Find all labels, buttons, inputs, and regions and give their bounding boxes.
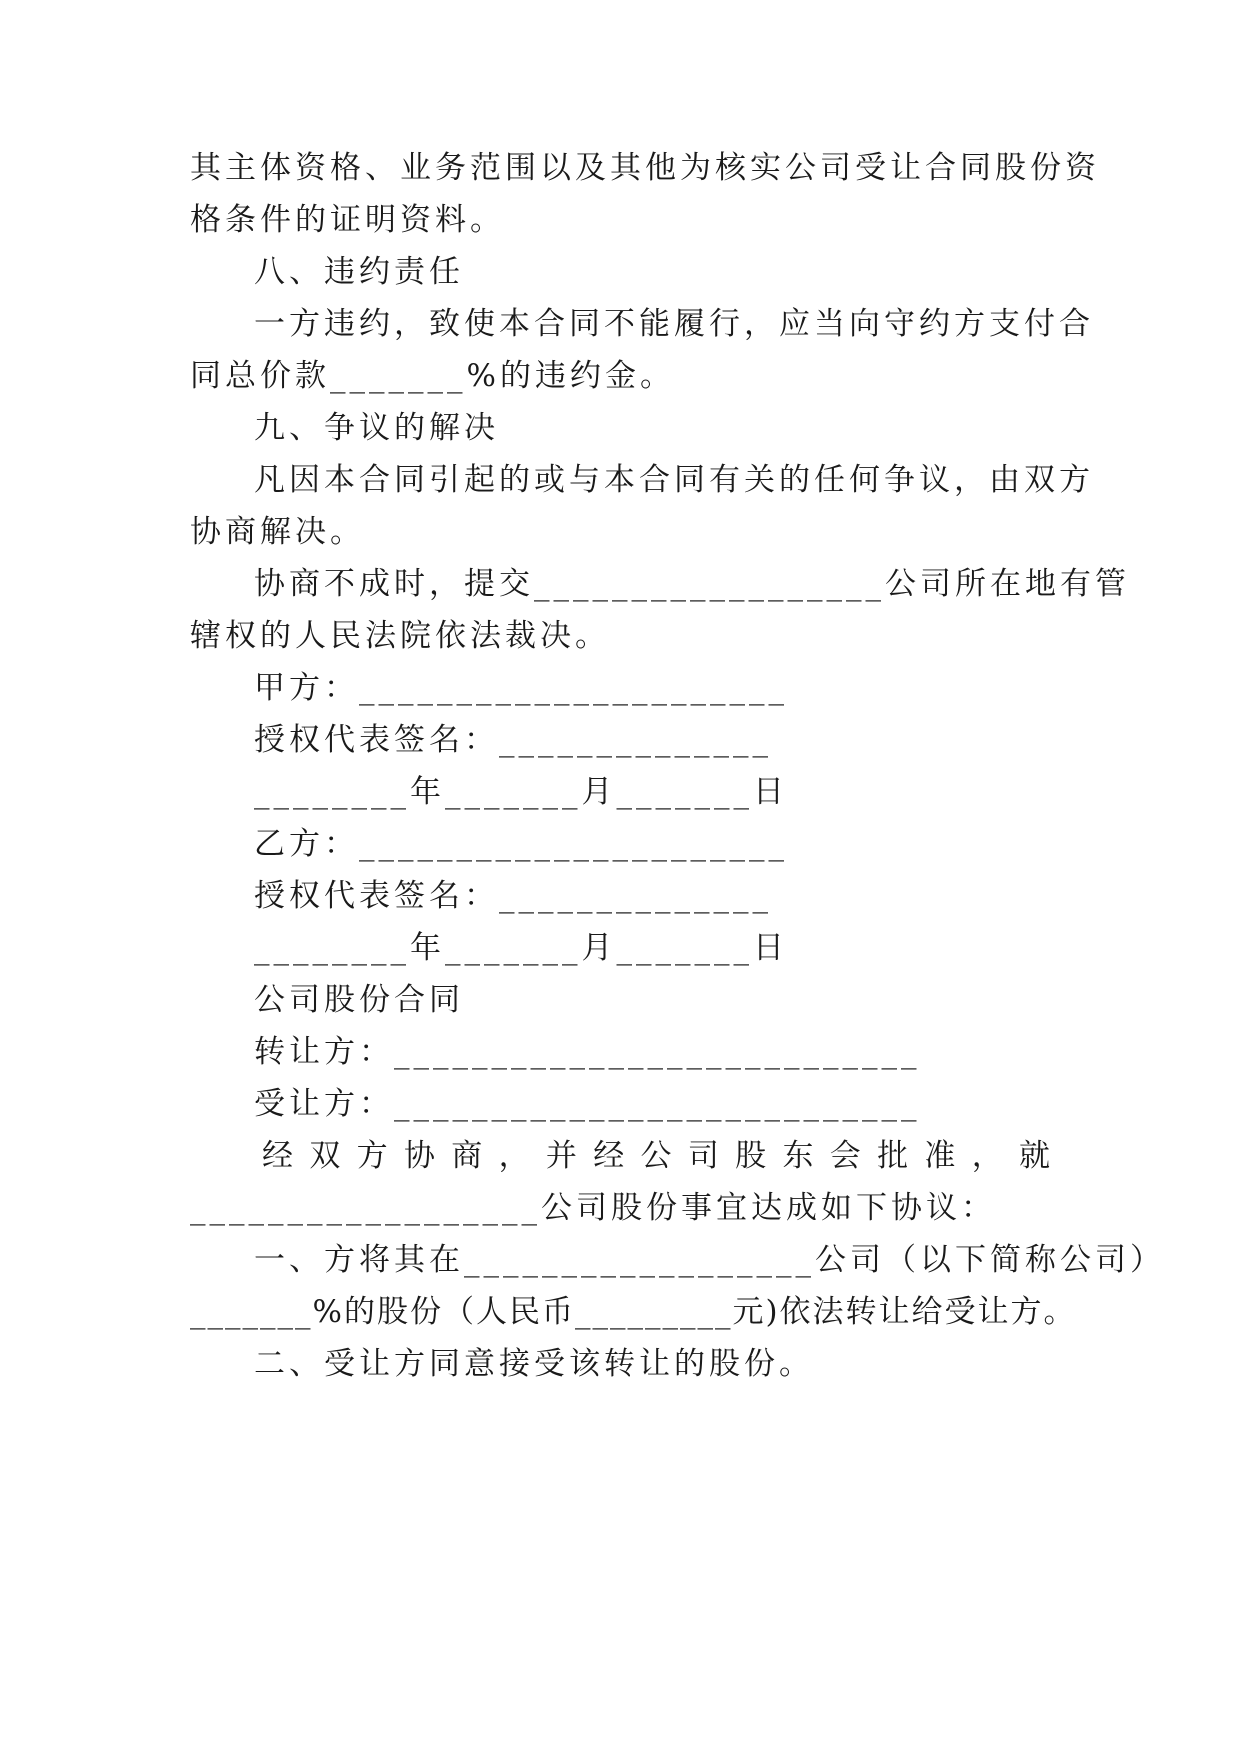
text-line-8: 协商解决。 (190, 514, 365, 550)
text-line-10: 辖权的人民法院依法裁决。 (190, 618, 610, 654)
text-line-9: 协商不成时，提交__________________公司所在地有管 (254, 566, 1130, 602)
contract-title: 公司股份合同 (254, 982, 464, 1018)
text-line-7: 凡因本合同引起的或与本合同有关的任何争议，由双方 (254, 462, 1094, 498)
transferor-field: 转让方：___________________________ (254, 1034, 921, 1070)
party-b-signature-field: 授权代表签名：______________ (254, 878, 772, 914)
clause-1-line-1: 一、方将其在__________________公司（以下简称公司） (254, 1242, 1165, 1278)
party-a-field: 甲方：______________________ (254, 670, 788, 706)
section-heading-9: 九、争议的解决 (254, 410, 499, 446)
text-line-2: 格条件的证明资料。 (190, 202, 505, 238)
text-line-4: 一方违约，致使本合同不能履行，应当向守约方支付合 (254, 306, 1094, 342)
party-a-date-field: ________年_______月_______日 (254, 774, 788, 810)
text-line-20 (262, 1136, 1050, 1176)
text-line-5: 同总价款_______%的违约金。 (190, 358, 675, 394)
clause-2: 二、受让方同意接受该转让的股份。 (254, 1346, 814, 1382)
party-b-date-field: ________年_______月_______日 (254, 930, 788, 966)
party-b-field: 乙方：______________________ (254, 826, 788, 862)
clause-1-line-2: _______%的股份（人民币_________元)依法转让给受让方。 (190, 1294, 1077, 1330)
transferee-field: 受让方：___________________________ (254, 1086, 921, 1122)
party-a-signature-field: 授权代表签名：______________ (254, 722, 772, 758)
text-line-21: __________________公司股份事宜达成如下协议： (190, 1190, 996, 1226)
spread-text: 经 双 方 协 商 ， 并 经 公 司 股 东 会 批 准 ， 就 (262, 1138, 1050, 1174)
text-line-1: 其主体资格、业务范围以及其他为核实公司受让合同股份资 (190, 150, 1100, 186)
section-heading-8: 八、违约责任 (254, 254, 464, 290)
